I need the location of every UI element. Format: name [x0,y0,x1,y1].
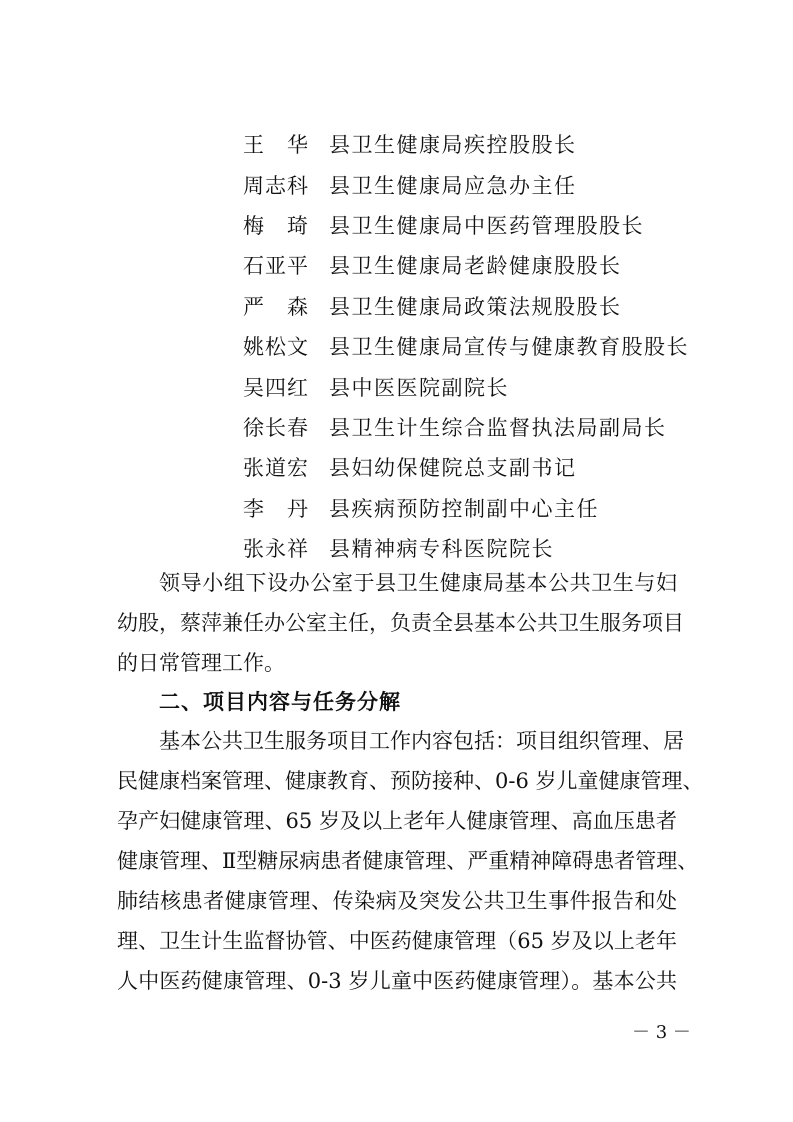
member-name: 严 森 [243,294,309,319]
member-name: 张永祥 [243,537,309,562]
content-paragraph [117,721,704,1001]
member-title: 县精神病专科医院院长 [329,537,554,562]
paragraph-line: 理、卫生计生监督协管、中医药健康管理（65 岁及以上老年 [117,929,677,953]
paragraph-line: 领导小组下设办公室于县卫生健康局基本公共卫生与妇 [159,571,677,595]
leadership-member-list [243,124,723,568]
page-number: － 3 － [632,1022,691,1043]
member-name: 周志科 [243,173,309,198]
paragraph-line: 孕产妇健康管理、65 岁及以上老年人健康管理、高血压患者 [117,809,677,833]
member-title: 县卫生健康局中医药管理股股长 [329,213,644,238]
section-heading: 二、项目内容与任务分解 [159,690,401,714]
paragraph-line: 幼股，蔡萍兼任办公室主任，负责全县基本公共卫生服务项目 [117,611,684,635]
member-title: 县卫生健康局政策法规股股长 [329,294,622,319]
member-name: 石亚平 [243,254,309,279]
member-name: 吴四红 [243,375,309,400]
member-row [243,407,723,447]
member-title: 县卫生健康局宣传与健康教育股股长 [329,335,689,360]
member-row [243,205,723,245]
member-title: 县中医医院副院长 [329,375,509,400]
member-row [243,488,723,528]
member-title: 县妇幼保健院总支副书记 [329,456,577,481]
member-title: 县卫生计生综合监督执法局副局长 [329,415,667,440]
member-title: 县卫生健康局应急办主任 [329,173,577,198]
member-title: 县卫生健康局疾控股股长 [329,133,577,158]
member-title: 县疾病预防控制副中心主任 [329,496,599,521]
paragraph-line: 民健康档案管理、健康教育、预防接种、0-6 岁儿童健康管理、 [117,769,704,793]
member-name: 徐长春 [243,415,309,440]
paragraph-line: 肺结核患者健康管理、传染病及突发公共卫生事件报告和处 [117,889,677,913]
member-row [243,366,723,406]
member-name: 王 华 [243,133,309,158]
paragraph-line: 基本公共卫生服务项目工作内容包括：项目组织管理、居 [159,729,684,753]
member-name: 李 丹 [243,496,309,521]
member-name: 张道宏 [243,456,309,481]
member-row [243,286,723,326]
paragraph-line: 的日常管理工作。 [117,651,285,675]
member-title: 县卫生健康局老龄健康股股长 [329,254,622,279]
paragraph-line: 健康管理、Ⅱ型糖尿病患者健康管理、严重精神障碍患者管理、 [117,849,699,873]
office-paragraph [117,563,684,683]
member-row [243,124,723,164]
member-name: 梅 琦 [243,213,309,238]
member-row [243,245,723,285]
member-row [243,326,723,366]
member-row [243,164,723,204]
member-row [243,447,723,487]
member-name: 姚松文 [243,335,309,360]
paragraph-line: 人中医药健康管理、0-3 岁儿童中医药健康管理）。基本公共 [117,969,677,993]
